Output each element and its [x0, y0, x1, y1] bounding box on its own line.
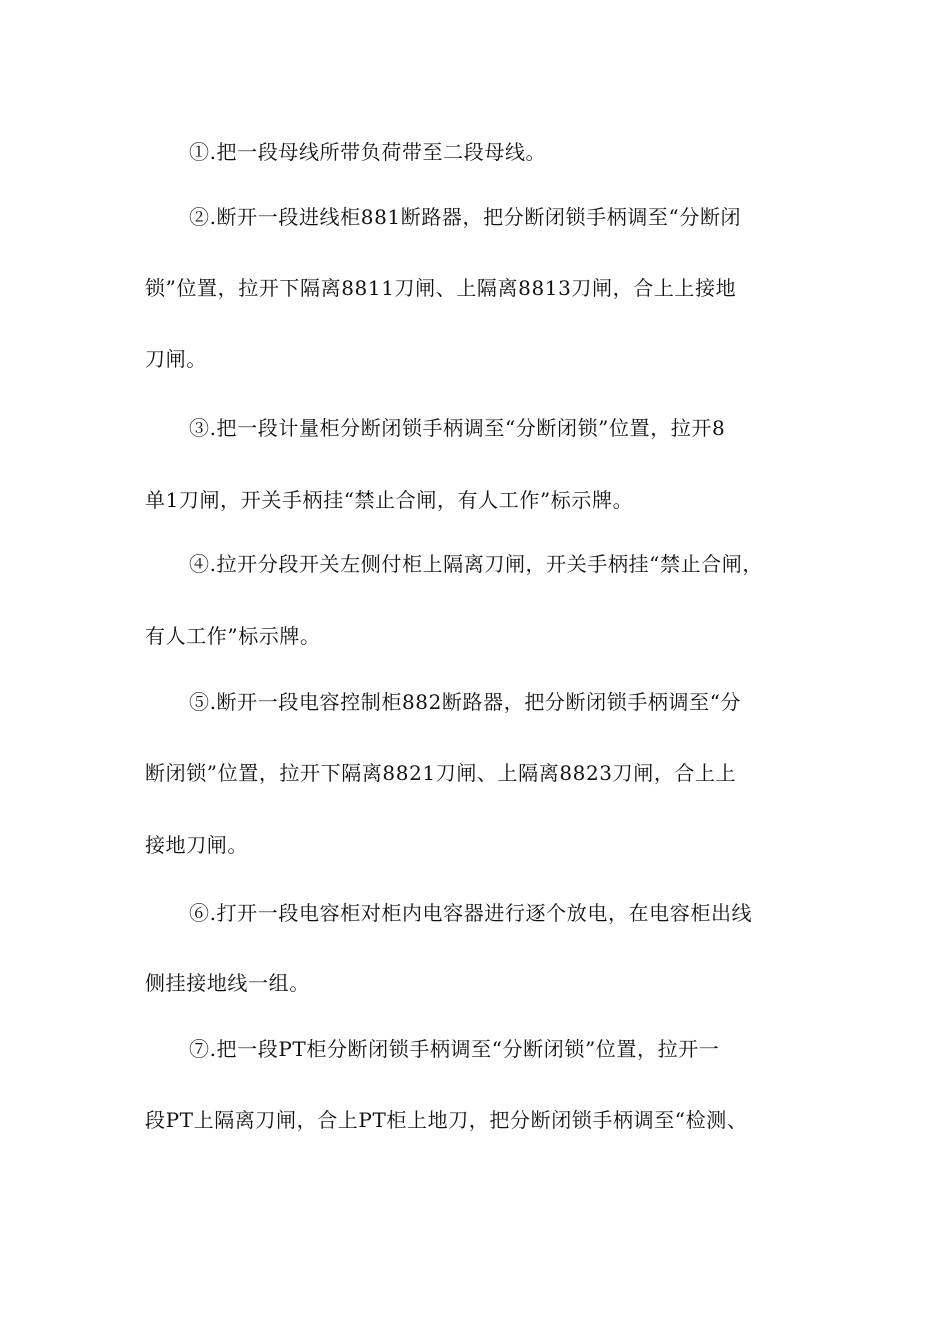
- step-3-line-1: ③.把一段计量柜分断闭锁手柄调至“分断闭锁”位置，拉开8: [189, 416, 726, 440]
- step-5-line-3: 接地刀闸。: [145, 833, 248, 857]
- step-4-line-1: ④.拉开分段开关左侧付柜上隔离刀闸，开关手柄挂“禁止合闸，: [189, 552, 763, 576]
- step-6-line-1: ⑥.打开一段电容柜对柜内电容器进行逐个放电，在电容柜出线: [189, 901, 753, 925]
- step-2-line-1: ②.断开一段进线柜881断路器，把分断闭锁手柄调至“分断闭: [189, 205, 742, 229]
- step-5-line-2: 断闭锁”位置，拉开下隔离8821刀闸、上隔离8823刀闸，合上上: [145, 761, 737, 785]
- step-1-line-1: ①.把一段母线所带负荷带至二段母线。: [189, 140, 547, 164]
- step-7-line-1: ⑦.把一段PT柜分断闭锁手柄调至“分断闭锁”位置，拉开一: [189, 1037, 720, 1061]
- step-6-line-2: 侧挂接地线一组。: [145, 971, 310, 995]
- step-4-line-2: 有人工作”标示牌。: [145, 624, 321, 648]
- step-2-line-3: 刀闸。: [145, 347, 207, 371]
- step-7-line-2: 段PT上隔离刀闸，合上PT柜上地刀，把分断闭锁手柄调至“检测、: [145, 1108, 748, 1132]
- step-2-line-2: 锁”位置，拉开下隔离8811刀闸、上隔离8813刀闸，合上上接地: [145, 276, 737, 300]
- step-3-line-2: 单1刀闸，开关手柄挂“禁止合闸，有人工作”标示牌。: [145, 488, 634, 512]
- step-5-line-1: ⑤.断开一段电容控制柜882断路器，把分断闭锁手柄调至“分: [189, 690, 742, 714]
